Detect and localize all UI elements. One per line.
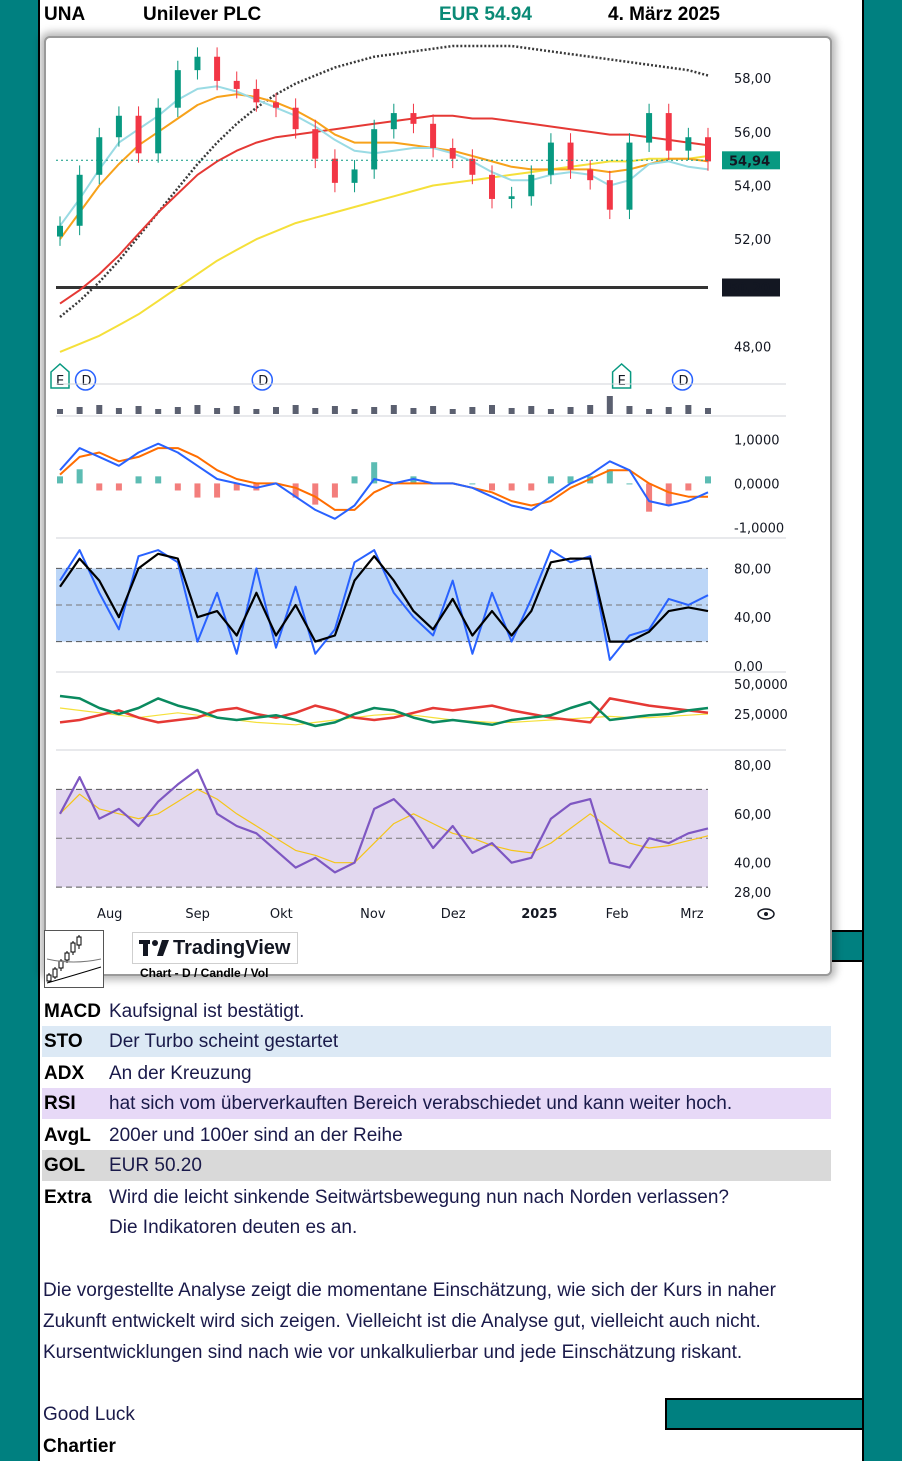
candle-body <box>685 137 691 150</box>
disclaimer-line: Zukunft entwickelt wird sich zeigen. Vielleicht ist die Analyse gut, vielleicht auch nicht. <box>43 1311 761 1332</box>
volume-bar <box>136 406 142 414</box>
right-border-line <box>862 0 864 1461</box>
eye-pupil <box>764 912 768 916</box>
volume-bar <box>77 407 83 414</box>
macd-histogram-bar <box>489 483 495 490</box>
macd-histogram-bar <box>136 476 142 483</box>
macd-histogram-bar <box>155 476 161 483</box>
volume-bar <box>528 406 534 414</box>
x-axis-tick-label: Aug <box>97 907 123 922</box>
candle-body <box>253 89 259 102</box>
volume-bar <box>312 408 318 414</box>
volume-bar <box>332 406 338 414</box>
analysis-row-gol <box>42 1150 831 1181</box>
analysis-label: RSI <box>44 1093 76 1114</box>
chart-svg <box>46 38 830 974</box>
macd-histogram-bar <box>705 476 711 483</box>
tradingview-logo-text: TradingView <box>173 936 291 959</box>
volume-bar <box>253 409 259 414</box>
header-price: EUR 54.94 <box>439 4 532 25</box>
macd-histogram-bar <box>194 483 200 497</box>
candle-body <box>57 226 63 237</box>
analysis-row-extra <box>42 1182 832 1213</box>
candle-body <box>469 159 475 175</box>
volume-bar <box>194 405 200 414</box>
left-teal-bar <box>0 0 38 1461</box>
stoch-axis-tick-label: 0,00 <box>734 660 763 675</box>
x-axis-tick-label: 2025 <box>521 907 558 922</box>
volume-bar <box>410 408 416 414</box>
macd-histogram-bar <box>175 483 181 490</box>
dividend-marker-label: D <box>258 374 269 389</box>
candle-body <box>116 116 122 137</box>
volume-bar <box>293 405 299 414</box>
candle-body <box>96 137 102 175</box>
volume-bar <box>175 407 181 414</box>
candle-body <box>293 108 299 129</box>
analysis-text: hat sich vom überverkauften Bereich verabschiedet und kann weiter hoch. <box>109 1093 733 1114</box>
macd-histogram-bar <box>214 483 220 497</box>
settings-eye-icon <box>758 909 774 919</box>
teal-tab-bottom <box>665 1398 864 1430</box>
dividend-marker-label: D <box>678 374 689 389</box>
macd-histogram-bar <box>469 483 475 484</box>
candle-body <box>77 175 83 226</box>
candle-body <box>587 169 593 180</box>
macd-histogram-bar <box>116 483 122 490</box>
macd-histogram-bar <box>352 476 358 483</box>
candle-body <box>214 57 220 81</box>
macd-histogram-bar <box>626 483 632 484</box>
macd-histogram-bar <box>312 483 318 504</box>
analysis-label: MACD <box>44 1001 101 1022</box>
tradingview-logo <box>132 932 298 964</box>
candle-body <box>626 143 632 210</box>
candle-body <box>371 129 377 169</box>
adx-axis-tick-label: 25,0000 <box>734 708 788 723</box>
volume-bar <box>587 405 593 414</box>
volume-bar <box>607 396 613 414</box>
candle-body <box>705 137 711 161</box>
candle-body <box>136 116 142 154</box>
volume-bar <box>705 408 711 414</box>
volume-bar <box>568 407 574 414</box>
signoff-greeting: Good Luck <box>43 1404 135 1425</box>
adx-axis-tick-label: 50,0000 <box>734 678 788 693</box>
analysis-row-avgl <box>42 1120 832 1151</box>
x-axis-tick-label: Dez <box>440 907 466 922</box>
rsi-axis-tick-label: 80,00 <box>734 758 772 774</box>
dividend-marker-label: D <box>81 374 92 389</box>
analysis-text: Wird die leicht sinkende Seitwärtsbewegung nun nach Norden verlassen? <box>109 1187 729 1208</box>
analysis-label: GOL <box>44 1155 86 1176</box>
chart-panel <box>44 36 832 976</box>
analysis-label: AvgL <box>44 1125 91 1146</box>
last-price-label: 54,94 <box>729 154 771 170</box>
macd-histogram-bar <box>77 469 83 483</box>
price-axis-tick-label: 54,00 <box>734 179 772 195</box>
macd-axis-tick-label: 1,0000 <box>734 433 780 449</box>
candle-body <box>312 129 318 159</box>
earnings-marker-label: E <box>617 374 626 389</box>
x-axis-tick-label: Mrz <box>680 907 704 922</box>
rsi-axis-tick-label: 28,00 <box>734 886 772 901</box>
macd-histogram-bar <box>685 483 691 490</box>
price-axis-tick-label: 52,00 <box>734 233 772 249</box>
analysis-text: Kaufsignal ist bestätigt. <box>109 1001 305 1022</box>
volume-bar <box>666 407 672 414</box>
macd-histogram-bar <box>528 483 534 490</box>
right-teal-bar <box>864 0 902 1461</box>
volume-bar <box>646 409 652 414</box>
candle-body <box>175 70 181 108</box>
header-date: 4. März 2025 <box>608 4 720 25</box>
analysis-row-extra-continued <box>42 1212 832 1243</box>
volume-bar <box>116 408 122 414</box>
x-axis-tick-label: Okt <box>269 907 293 922</box>
volume-bar <box>509 408 515 414</box>
candle-body <box>509 196 515 199</box>
volume-bar <box>548 409 554 414</box>
candle-body <box>430 124 436 148</box>
analysis-text: Die Indikatoren deuten es an. <box>109 1217 358 1238</box>
tradingview-logo-icon <box>139 939 169 957</box>
analysis-row-rsi <box>42 1088 831 1119</box>
company-name: Unilever PLC <box>143 4 262 25</box>
ticker-symbol: UNA <box>44 4 86 25</box>
left-border-line <box>38 0 40 1461</box>
analysis-label: ADX <box>44 1063 85 1084</box>
support-label: 50,20 <box>729 281 771 297</box>
rsi-axis-tick-label: 40,00 <box>734 856 772 872</box>
stoch-axis-tick-label: 80,00 <box>734 562 772 578</box>
analysis-row-macd <box>42 996 832 1027</box>
price-axis-tick-label: 58,00 <box>734 72 772 88</box>
candle-body <box>646 113 652 143</box>
disclaimer-line: Kursentwicklungen sind nach wie vor unkalkulierbar und jede Einschätzung riskant. <box>43 1342 743 1363</box>
candle-body <box>568 143 574 170</box>
candle-body <box>155 108 161 154</box>
macd-histogram-bar <box>57 476 63 483</box>
analysis-label: Extra <box>44 1187 92 1208</box>
earnings-marker-label: E <box>56 374 65 389</box>
analysis-text: Der Turbo scheint gestartet <box>109 1031 339 1052</box>
analysis-label: STO <box>44 1031 83 1052</box>
stoch-axis-tick-label: 40,00 <box>734 611 772 627</box>
volume-bar <box>450 409 456 414</box>
candle-body <box>332 159 338 183</box>
volume-bar <box>273 407 279 414</box>
signoff-author: Chartier <box>43 1436 116 1457</box>
volume-bar <box>352 409 358 414</box>
rsi-axis-tick-label: 60,00 <box>734 807 772 823</box>
macd-histogram-bar <box>666 483 672 504</box>
volume-bar <box>626 406 632 414</box>
candle-body <box>234 81 240 89</box>
volume-bar <box>430 406 436 414</box>
volume-bar <box>155 409 161 414</box>
volume-bar <box>57 409 63 414</box>
candle-body <box>607 180 613 210</box>
x-axis-tick-label: Feb <box>605 907 629 922</box>
volume-bar <box>469 407 475 414</box>
candle-body <box>352 169 358 182</box>
macd-axis-tick-label: -1,0000 <box>734 521 785 537</box>
chart-caption: Chart - D / Candle / Vol <box>140 966 269 980</box>
volume-bar <box>685 405 691 414</box>
candle-body <box>548 143 554 175</box>
analysis-text: 200er und 100er sind an der Reihe <box>109 1125 403 1146</box>
disclaimer-line: Die vorgestellte Analyse zeigt die momentane Einschätzung, wie sich der Kurs in naher <box>43 1280 776 1301</box>
analysis-row-adx <box>42 1058 832 1089</box>
analysis-text: EUR 50.20 <box>109 1155 202 1176</box>
chart-thumbnail <box>44 930 104 988</box>
macd-histogram-bar <box>548 476 554 483</box>
analysis-row-sto <box>42 1026 831 1057</box>
candle-body <box>273 102 279 107</box>
candle-body <box>410 113 416 124</box>
candle-body <box>489 175 495 199</box>
volume-bar <box>96 405 102 414</box>
candle-body <box>666 113 672 151</box>
volume-bar <box>214 408 220 414</box>
volume-bar <box>391 405 397 414</box>
price-axis-tick-label: 48,00 <box>734 340 772 356</box>
candle-body <box>450 148 456 159</box>
volume-bar <box>371 407 377 414</box>
macd-histogram-bar <box>332 483 338 497</box>
teal-tab-top <box>830 930 864 962</box>
candle-body <box>391 113 397 129</box>
price-axis-tick-label: 56,00 <box>734 125 772 141</box>
volume-bar <box>489 405 495 414</box>
macd-histogram-bar <box>509 483 515 490</box>
candle-body <box>194 57 200 70</box>
macd-histogram-bar <box>96 483 102 490</box>
analysis-text: An der Kreuzung <box>109 1063 252 1084</box>
macd-axis-tick-label: 0,0000 <box>734 477 780 493</box>
x-axis-tick-label: Nov <box>360 907 386 922</box>
volume-bar <box>234 406 240 414</box>
candle-body <box>528 175 534 196</box>
x-axis-tick-label: Sep <box>185 907 210 922</box>
